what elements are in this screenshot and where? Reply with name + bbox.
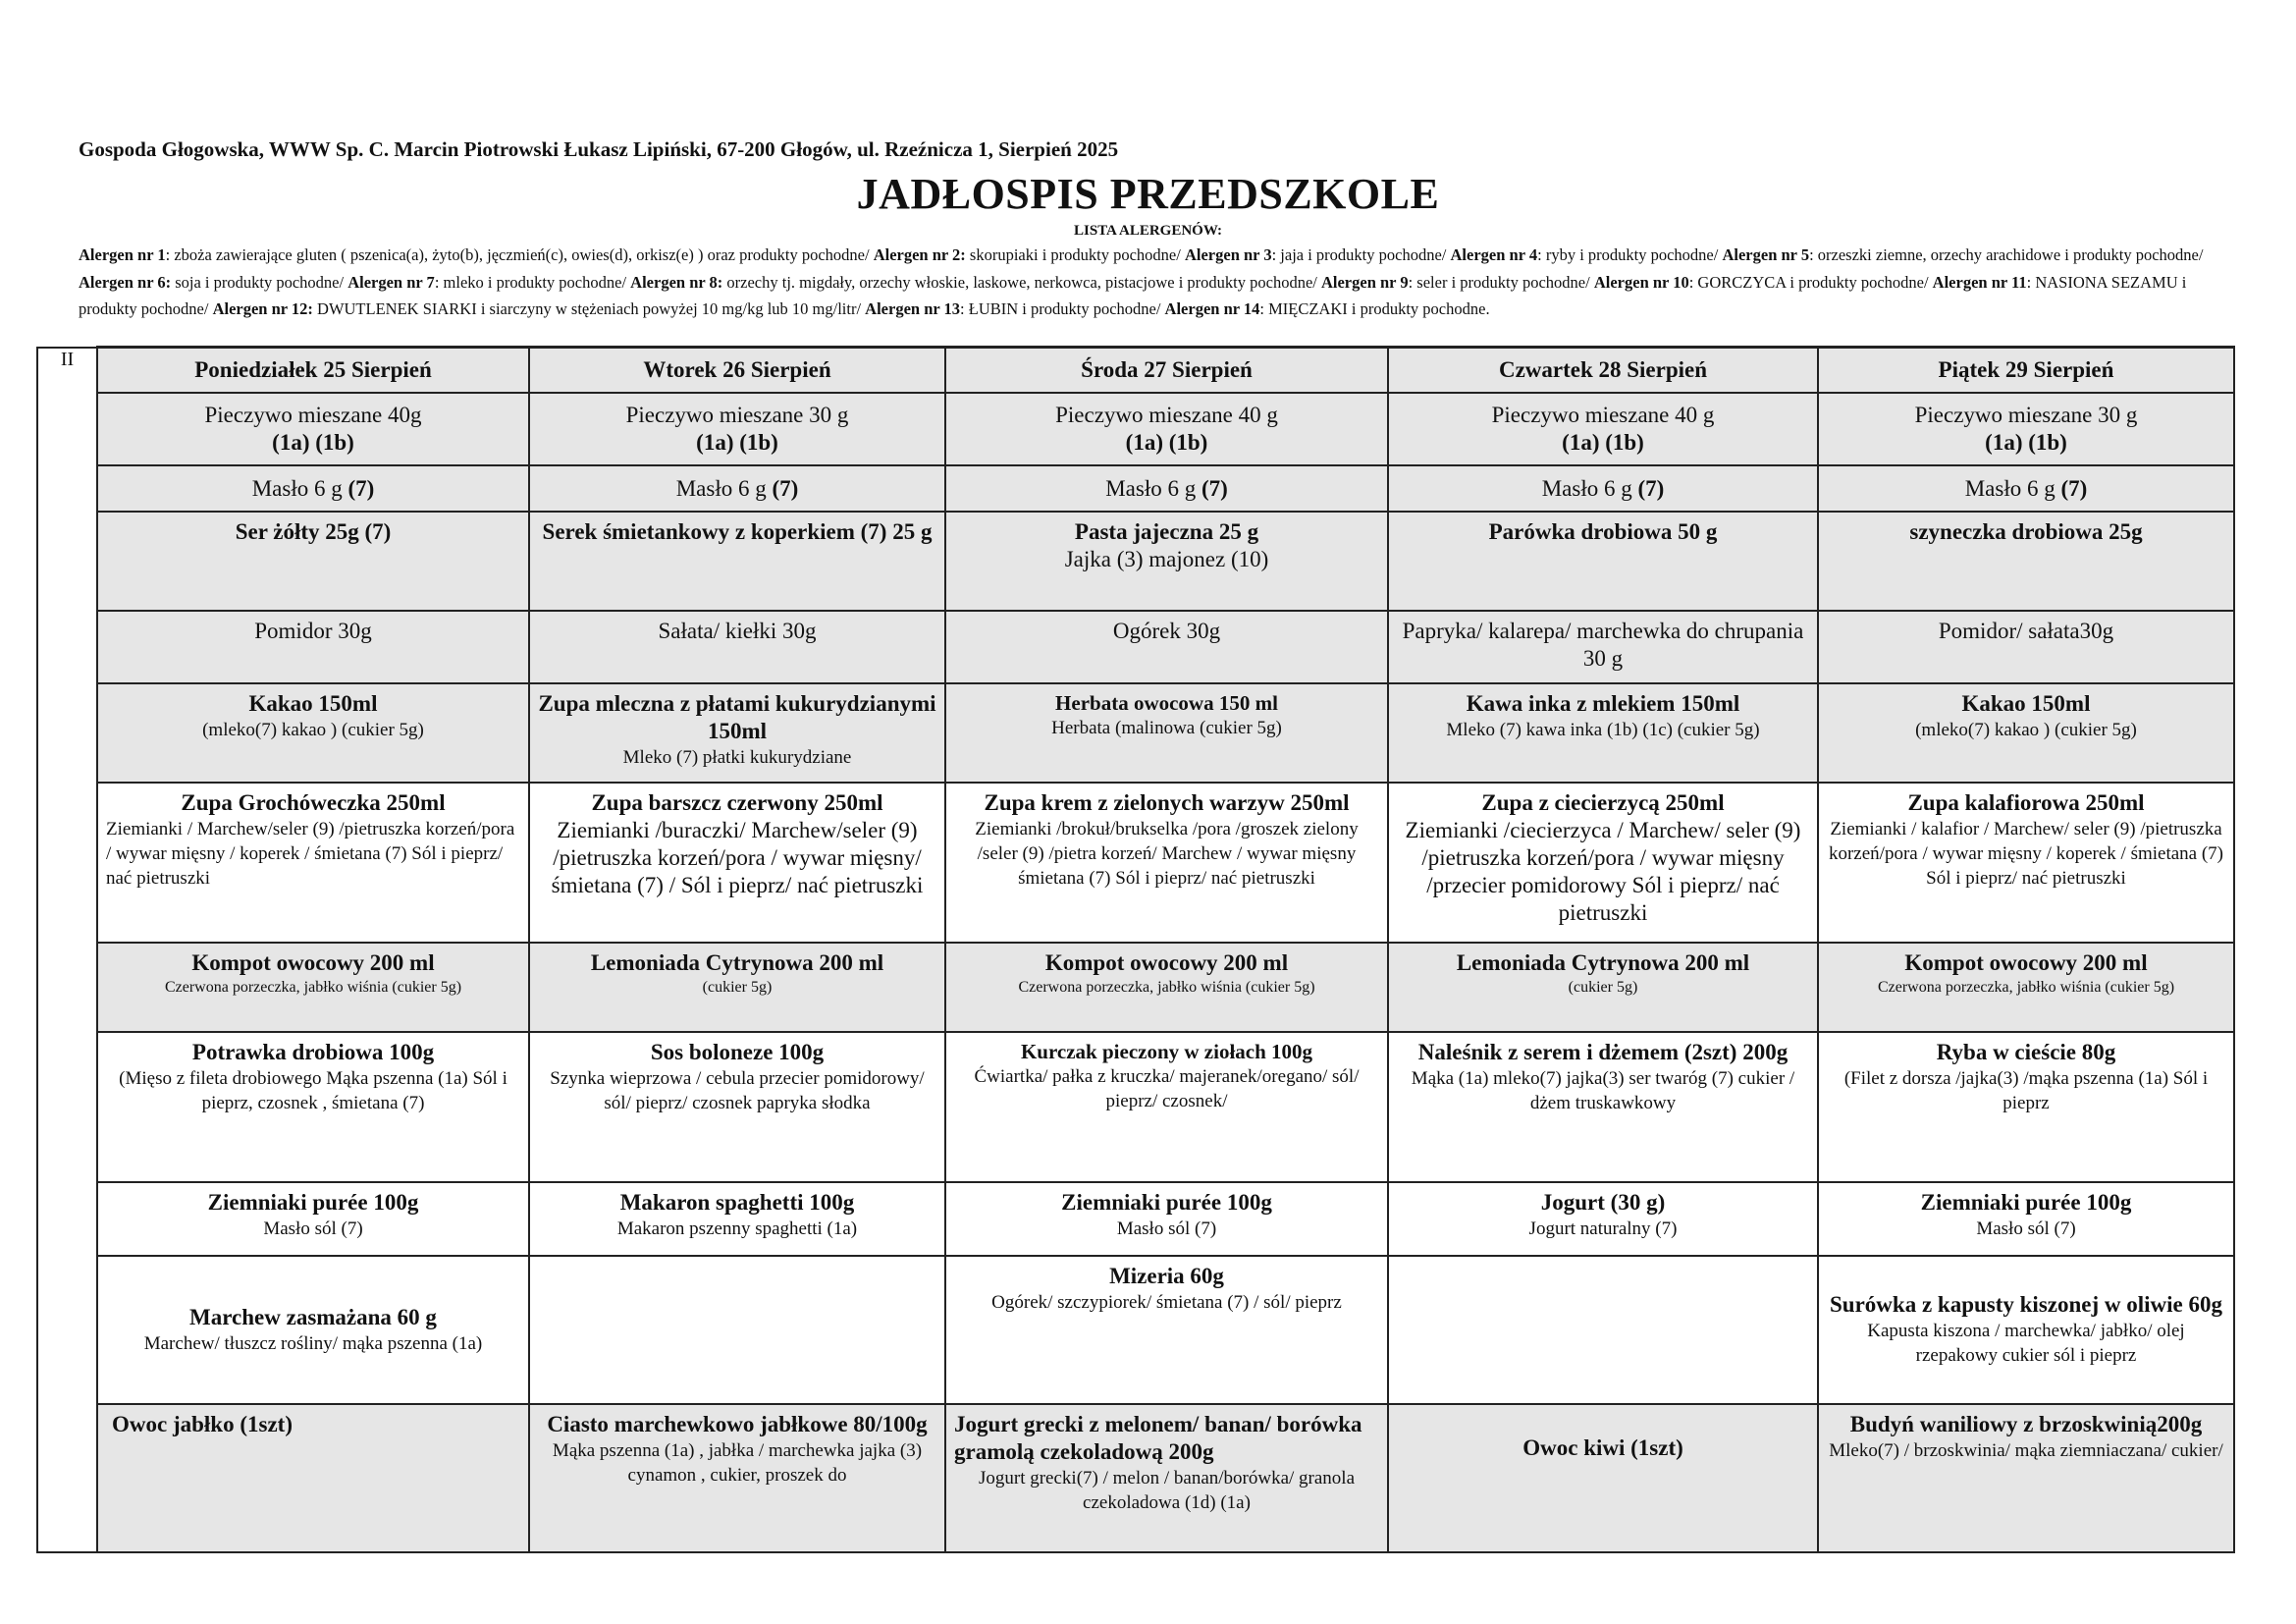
allergen-label: Alergen nr 11 [1932, 272, 2027, 292]
soup-desc: Ziemianki /ciecierzyca / Marchew/ seler (9) /pietruszka korzeń/pora / wywar mięsny /przecier pomidorowy Sól i pieprz/ nać pietruszki [1405, 817, 1801, 925]
dessert-desc: Mąka pszenna (1a) , jabłka / marchewka jajka (3) cynamon , cukier, proszek do [552, 1439, 923, 1486]
bread-cell [945, 393, 1388, 466]
allergen-label: Alergen nr 7 [347, 272, 435, 292]
bread-allergens: (1a) (1b) [1125, 430, 1208, 456]
soup-desc: Ziemianki /brokuł/brukselka /pora /groszek zielony /seler (9) /pietra korzeń/ Marchew / wywar mięsny śmietana (7) Sól i pieprz/ nać pietruszki [975, 818, 1359, 889]
main-course-desc: Mąka (1a) mleko(7) jajka(3) ser twaróg (7) cukier / dżem truskawkowy [1411, 1067, 1795, 1113]
dessert-desc: Mleko(7) / brzoskwinia/ mąka ziemniaczana/ cukier/ [1829, 1439, 2223, 1461]
allergen-label: Alergen nr 13 [865, 299, 961, 318]
spread-title: Pasta jajeczna 25 g [1074, 518, 1259, 544]
soup-title: Zupa kalafiorowa 250ml [1907, 789, 2145, 815]
drink-cell [529, 683, 945, 783]
main-course-desc: (Filet z dorsza /jajka(3) /mąka pszenna (1a) Sól i pieprz [1843, 1067, 2209, 1113]
compote-desc: (cukier 5g) [1568, 979, 1638, 997]
main-course-cell [529, 1032, 945, 1182]
butter-allergen: (7) [2060, 475, 2088, 501]
veg-cell [945, 611, 1388, 684]
main-course-cell [97, 1032, 529, 1182]
drink-cell [97, 683, 529, 783]
main-course-cell [1388, 1032, 1818, 1182]
soup-cell [1818, 783, 2234, 943]
butter-cell [97, 465, 529, 511]
drink-title: Kakao 150ml [1961, 691, 2091, 717]
spread-title: Parówka drobiowa 50 g [1488, 518, 1718, 544]
allergen-desc: : MIĘCZAKI i produkty pochodne. [1259, 299, 1490, 318]
veg-row [37, 611, 2234, 684]
dessert-cell [1818, 1404, 2234, 1552]
bread-cell [97, 393, 529, 466]
day-header-thu: Czwartek 28 Sierpień [1388, 348, 1818, 393]
drink-desc: (mleko(7) kakao ) (cukier 5g) [202, 720, 424, 741]
salad-cell [1818, 1256, 2234, 1404]
drink-cell [945, 683, 1388, 783]
main-course-title: Kurczak pieczony w ziołach 100g [1020, 1039, 1313, 1063]
butter-allergen: (7) [772, 475, 799, 501]
compote-desc: (cukier 5g) [702, 979, 773, 997]
compote-title: Kompot owocowy 200 ml [1044, 950, 1289, 976]
drink-desc: Mleko (7) płatki kukurydziane [622, 747, 852, 769]
compote-row [37, 943, 2234, 1032]
soup-title: Zupa z ciecierzycą 250ml [1481, 789, 1725, 815]
salad-row [37, 1256, 2234, 1404]
side-desc: Masło sól (7) [1976, 1218, 2076, 1239]
allergen-desc: DWUTLENEK SIARKI i siarczyny w stężeniach powyżej 10 mg/kg lub 10 mg/litr/ [312, 299, 866, 318]
soup-cell [529, 783, 945, 943]
allergen-label: Alergen nr 5 [1722, 245, 1810, 264]
soup-title: Zupa krem z zielonych warzyw 250ml [984, 789, 1350, 815]
side-title: Jogurt (30 g) [1540, 1189, 1666, 1215]
compote-title: Kompot owocowy 200 ml [1904, 950, 2148, 976]
butter-text: Masło 6 g [675, 475, 773, 501]
compote-cell [529, 943, 945, 1032]
bread-name: Pieczywo mieszane 40 g [1491, 403, 1715, 428]
compote-desc: Czerwona porzeczka, jabłko wiśnia (cukier 5g) [1018, 979, 1315, 997]
spread-title: Ser żółty 25g (7) [235, 518, 392, 544]
side-desc: Jogurt naturalny (7) [1528, 1218, 1678, 1239]
bread-name: Pieczywo mieszane 40 g [1055, 403, 1278, 428]
side-cell [1818, 1182, 2234, 1256]
allergen-list [79, 242, 2238, 323]
salad-cell-empty [1388, 1256, 1818, 1404]
soup-desc: Ziemianki / Marchew/seler (9) /pietruszka korzeń/pora / wywar mięsny / koperek / śmietana (7) Sól i pieprz/ nać pietruszki [106, 818, 515, 889]
side-row [37, 1182, 2234, 1256]
side-desc: Makaron pszenny spaghetti (1a) [616, 1218, 858, 1239]
drink-title: Herbata owocowa 150 ml [1055, 691, 1278, 716]
allergen-desc: : seler i produkty pochodne/ [1408, 272, 1594, 292]
main-course-title: Ryba w cieście 80g [1936, 1039, 2116, 1064]
veg-cell [1388, 611, 1818, 684]
allergen-desc: skorupiaki i produkty pochodne/ [965, 245, 1185, 264]
veg-cell [97, 611, 529, 684]
dessert-cell [97, 1404, 529, 1552]
spread-cell [97, 512, 529, 611]
veg-cell [1818, 611, 2234, 684]
dessert-desc: Jogurt grecki(7) / melon / banan/borówka/ granola czekoladowa (1d) (1a) [978, 1467, 1356, 1513]
allergen-desc: : jaja i produkty pochodne/ [1271, 245, 1451, 264]
compote-cell [945, 943, 1388, 1032]
veg-text: Pomidor/ sałata30g [1938, 618, 2114, 643]
side-title: Ziemniaki purée 100g [1061, 1189, 1272, 1215]
dessert-title: Budyń waniliowy z brzoskwinią200g [1849, 1411, 2203, 1436]
allergen-heading: LISTA ALERGENÓW: [1073, 223, 1223, 239]
allergen-label: Alergen nr 8: [630, 272, 723, 292]
main-course-cell [945, 1032, 1388, 1182]
spread-cell [1818, 512, 2234, 611]
bread-allergens: (1a) (1b) [272, 430, 354, 456]
drink-cell [1388, 683, 1818, 783]
dessert-title: Ciasto marchewkowo jabłkowe 80/100g [547, 1411, 928, 1436]
butter-text: Masło 6 g [1964, 475, 2061, 501]
spread-title: szyneczka drobiowa 25g [1909, 518, 2143, 544]
salad-title: Marchew zasmażana 60 g [189, 1304, 437, 1329]
allergen-label: Alergen nr 9 [1320, 272, 1409, 292]
salad-cell [97, 1256, 529, 1404]
side-cell [945, 1182, 1388, 1256]
side-cell [1388, 1182, 1818, 1256]
allergen-label: Alergen nr 10 [1593, 272, 1689, 292]
main-course-title: Naleśnik z serem i dżemem (2szt) 200g [1417, 1039, 1789, 1064]
dessert-cell [529, 1404, 945, 1552]
salad-cell [945, 1256, 1388, 1404]
drink-row [37, 683, 2234, 783]
allergen-label: Alergen nr 14 [1164, 299, 1260, 318]
soup-row [37, 783, 2234, 943]
allergen-label: Alergen nr 2: [873, 245, 966, 264]
bread-allergens: (1a) (1b) [1985, 430, 2067, 456]
compote-desc: Czerwona porzeczka, jabłko wiśnia (cukier 5g) [1877, 979, 2175, 997]
veg-text: Pomidor 30g [254, 618, 372, 643]
drink-cell [1818, 683, 2234, 783]
main-course-title: Sos boloneze 100g [650, 1039, 825, 1064]
veg-text: Sałata/ kiełki 30g [658, 618, 817, 643]
side-desc: Masło sól (7) [263, 1218, 363, 1239]
drink-desc: Mleko (7) kawa inka (1b) (1c) (cukier 5g) [1446, 720, 1760, 741]
allergen-label: Alergen nr 12: [212, 299, 313, 318]
side-desc: Masło sól (7) [1116, 1218, 1217, 1239]
allergen-label: Alergen nr 3 [1184, 245, 1272, 264]
compote-title: Lemoniada Cytrynowa 200 ml [1456, 950, 1750, 976]
side-title: Ziemniaki purée 100g [1920, 1189, 2132, 1215]
butter-cell [529, 465, 945, 511]
butter-text: Masło 6 g [1105, 475, 1201, 501]
salad-desc: Kapusta kiszona / marchewka/ jabłko/ olej rzepakowy cukier sól i pieprz [1867, 1321, 2185, 1367]
drink-title: Kawa inka z mlekiem 150ml [1466, 691, 1740, 717]
main-course-desc: Szynka wieprzowa / cebula przecier pomidorowy/ sól/ pieprz/ czosnek papryka słodka [550, 1067, 925, 1113]
spread-row [37, 512, 2234, 611]
main-course-title: Potrawka drobiowa 100g [191, 1039, 435, 1064]
main-course-desc: Ćwiartka/ pałka z kruczka/ majeranek/oregano/ sól/ pieprz/ czosnek/ [974, 1065, 1360, 1111]
main-course-desc: (Mięso z fileta drobiowego Mąka pszenna (1a) Sól i pieprz, czosnek , śmietana (7) [119, 1067, 507, 1113]
butter-allergen: (7) [1201, 475, 1228, 501]
allergen-desc: orzechy tj. migdały, orzechy włoskie, laskowe, nerkowca, pistacjowe i produkty pochodne/ [722, 272, 1321, 292]
allergen-desc: : orzeszki ziemne, orzechy arachidowe i produkty pochodne/ [1809, 245, 2204, 264]
butter-cell [1818, 465, 2234, 511]
dessert-title: Jogurt grecki z melonem/ banan/ borówka gramolą czekoladową 200g [954, 1411, 1362, 1464]
bread-name: Pieczywo mieszane 30 g [1914, 403, 2138, 428]
salad-desc: Ogórek/ szczypiorek/ śmietana (7) / sól/ pieprz [991, 1291, 1342, 1313]
allergen-desc: soja i produkty pochodne/ [171, 272, 348, 292]
allergen-desc: : zboża zawierające gluten ( pszenica(a), żyto(b), jęczmień(c), owies(d), orkisz(e) ) oraz produkty pochodne/ [165, 245, 874, 264]
dessert-cell [945, 1404, 1388, 1552]
spread-cell [945, 512, 1388, 611]
salad-desc: Marchew/ tłuszcz rośliny/ mąka pszenna (1a) [143, 1332, 483, 1354]
compote-desc: Czerwona porzeczka, jabłko wiśnia (cukier 5g) [164, 979, 462, 997]
bread-cell [1388, 393, 1818, 466]
drink-desc: Herbata (malinowa (cukier 5g) [1051, 718, 1282, 739]
soup-title: Zupa Grochóweczka 250ml [181, 789, 446, 815]
main-course-cell [1818, 1032, 2234, 1182]
allergen-desc: : ryby i produkty pochodne/ [1537, 245, 1723, 264]
dessert-title: Owoc kiwi (1szt) [1522, 1435, 1683, 1460]
salad-cell-empty [529, 1256, 945, 1404]
soup-title: Zupa barszcz czerwony 250ml [591, 789, 883, 815]
butter-row [37, 465, 2234, 511]
bread-name: Pieczywo mieszane 30 g [625, 403, 849, 428]
spread-title: Serek śmietankowy z koperkiem (7) 25 g [542, 518, 933, 544]
salad-title: Surówka z kapusty kiszonej w oliwie 60g [1830, 1292, 2222, 1318]
bread-cell [529, 393, 945, 466]
drink-desc: (mleko(7) kakao ) (cukier 5g) [1915, 720, 2137, 741]
soup-desc: Ziemianki / kalafior / Marchew/ seler (9) /pietruszka korzeń/pora / wywar mięsny / koperek / śmietana (7) Sól i pieprz/ nać pietruszki [1828, 818, 2224, 889]
day-header-row [37, 348, 2234, 393]
side-cell [97, 1182, 529, 1256]
allergen-desc: : ŁUBIN i produkty pochodne/ [960, 299, 1165, 318]
bread-cell [1818, 393, 2234, 466]
bread-allergens: (1a) (1b) [696, 430, 778, 456]
drink-title: Kakao 150ml [248, 691, 378, 717]
bread-allergens: (1a) (1b) [1562, 430, 1644, 456]
dessert-row [37, 1404, 2234, 1552]
butter-cell [1388, 465, 1818, 511]
main-course-row [37, 1032, 2234, 1182]
week-label: II [37, 348, 97, 1553]
soup-cell [1388, 783, 1818, 943]
allergen-desc: : NASIONA SEZAMU i produkty pochodne/ [79, 272, 2187, 318]
side-title: Ziemniaki purée 100g [207, 1189, 419, 1215]
day-header-wed: Środa 27 Sierpień [945, 348, 1388, 393]
butter-text: Masło 6 g [251, 475, 348, 501]
veg-cell [529, 611, 945, 684]
allergen-desc: : mleko i produkty pochodne/ [434, 272, 631, 292]
soup-desc: Ziemianki /buraczki/ Marchew/seler (9) /pietruszka korzeń/pora / wywar mięsny/śmietana (7) / Sól i pieprz/ nać pietruszki [551, 817, 924, 897]
allergen-desc: : GORCZYCA i produkty pochodne/ [1688, 272, 1933, 292]
compote-cell [1818, 943, 2234, 1032]
header-line: Gospoda Głogowska, WWW Sp. C. Marcin Piotrowski Łukasz Lipiński, 67-200 Głogów, ul. Rzeźnicza 1, Sierpień 2025 [79, 137, 1119, 161]
side-cell [529, 1182, 945, 1256]
allergen-label: Alergen nr 4 [1450, 245, 1538, 264]
butter-text: Masło 6 g [1541, 475, 1638, 501]
day-header-mon: Poniedziałek 25 Sierpień [97, 348, 529, 393]
bread-name: Pieczywo mieszane 40g [204, 403, 422, 428]
menu-table [36, 346, 2235, 1553]
dessert-cell [1388, 1404, 1818, 1552]
spread-cell [529, 512, 945, 611]
bread-row [37, 393, 2234, 466]
veg-text: Papryka/ kalarepa/ marchewka do chrupania 30 g [1402, 618, 1804, 671]
butter-allergen: (7) [347, 475, 375, 501]
compote-title: Kompot owocowy 200 ml [191, 950, 435, 976]
dessert-title: Owoc jabłko (1szt) [112, 1411, 293, 1436]
allergen-label: Alergen nr 1 [79, 245, 166, 264]
drink-title: Zupa mleczna z płatami kukurydzianymi 150ml [538, 691, 936, 744]
side-title: Makaron spaghetti 100g [619, 1189, 855, 1215]
veg-text: Ogórek 30g [1112, 618, 1221, 643]
page-title: JADŁOSPIS PRZEDSZKOLE [856, 170, 1440, 218]
spread-desc: Jajka (3) majonez (10) [1064, 546, 1269, 571]
compote-title: Lemoniada Cytrynowa 200 ml [590, 950, 884, 976]
compote-cell [97, 943, 529, 1032]
butter-cell [945, 465, 1388, 511]
day-header-tue: Wtorek 26 Sierpień [529, 348, 945, 393]
day-header-fri: Piątek 29 Sierpień [1818, 348, 2234, 393]
salad-title: Mizeria 60g [1109, 1263, 1224, 1288]
spread-cell [1388, 512, 1818, 611]
compote-cell [1388, 943, 1818, 1032]
allergen-label: Alergen nr 6: [79, 272, 172, 292]
soup-cell [945, 783, 1388, 943]
soup-cell [97, 783, 529, 943]
butter-allergen: (7) [1637, 475, 1665, 501]
